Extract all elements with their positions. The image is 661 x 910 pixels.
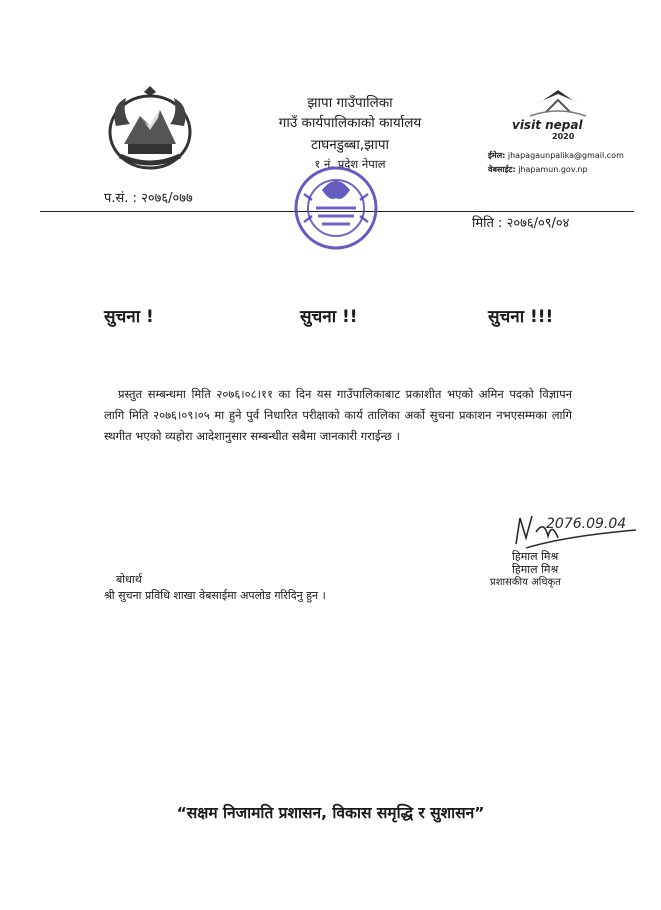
visit-nepal-year: 2020 bbox=[552, 132, 575, 141]
cc-label: बोधार्थ bbox=[116, 573, 142, 586]
office-province: १ नं. प्रदेश नेपाल bbox=[314, 157, 386, 171]
official-stamp-icon bbox=[290, 158, 382, 258]
notice-heading-2: सुचना !! bbox=[300, 307, 358, 327]
signatory-title: प्रशासकीय अधिकृत bbox=[490, 577, 561, 588]
issue-date: मिति : २०७६/०९/०४ bbox=[472, 216, 570, 231]
office-location: टाघनडुब्बा,झापा bbox=[310, 137, 390, 153]
email-label: ईमेल: bbox=[488, 151, 506, 160]
website-label: वेबसाईट: bbox=[488, 165, 516, 174]
signature-icon bbox=[486, 508, 644, 558]
office-name: झापा गाउँपालिका bbox=[307, 95, 393, 111]
visit-nepal-logo bbox=[500, 86, 610, 142]
notice-heading-3: सुचना !!! bbox=[488, 307, 554, 327]
email-value: jhapagaunpalika@gmail.com bbox=[507, 151, 624, 160]
notice-body: प्रस्तुत सम्बन्धमा मिति २०७६।०८।११ का दिन यस गाउँपालिकाबाट प्रकाशीत भएको अमिन पदको विज्ञापन लागि मिति २०७६।०९।०५ मा हुने पुर्व निधारित परीक्षाको कार्य तालिका अर्को सुचना प्रकाशन नभएसम्मका लागि स्थगीत भएको व्यहोरा आदेशानुसार सम्बन्धीत सबैमा जानकारी गराईन्छ । bbox=[104, 387, 572, 443]
signatory-name: हिमाल मिश्र bbox=[512, 550, 559, 563]
reference-number: प.सं. : २०७६/०७७ bbox=[104, 191, 193, 206]
website-value: jhapamun.gov.np bbox=[518, 165, 588, 174]
notice-heading-1: सुचना ! bbox=[104, 307, 154, 327]
motto: “सक्षम निजामति प्रशासन, विकास समृद्धि र सुशासन” bbox=[176, 804, 485, 822]
signature-handwriting: 2076.09.04 bbox=[546, 516, 627, 532]
email-line bbox=[488, 150, 624, 161]
cc-text: श्री सुचना प्रविधि शाखा वेबसाईमा अपलोड गरिदिनु हुन । bbox=[104, 589, 326, 602]
website-line bbox=[488, 164, 588, 175]
nepal-emblem-icon bbox=[104, 86, 196, 172]
office-subtitle: गाउँ कार्यपालिकाको कार्यालय bbox=[278, 115, 422, 131]
visit-nepal-text: visit nepal bbox=[512, 118, 583, 132]
signatory-name-repeat: हिमाल मिश्र bbox=[512, 563, 559, 576]
